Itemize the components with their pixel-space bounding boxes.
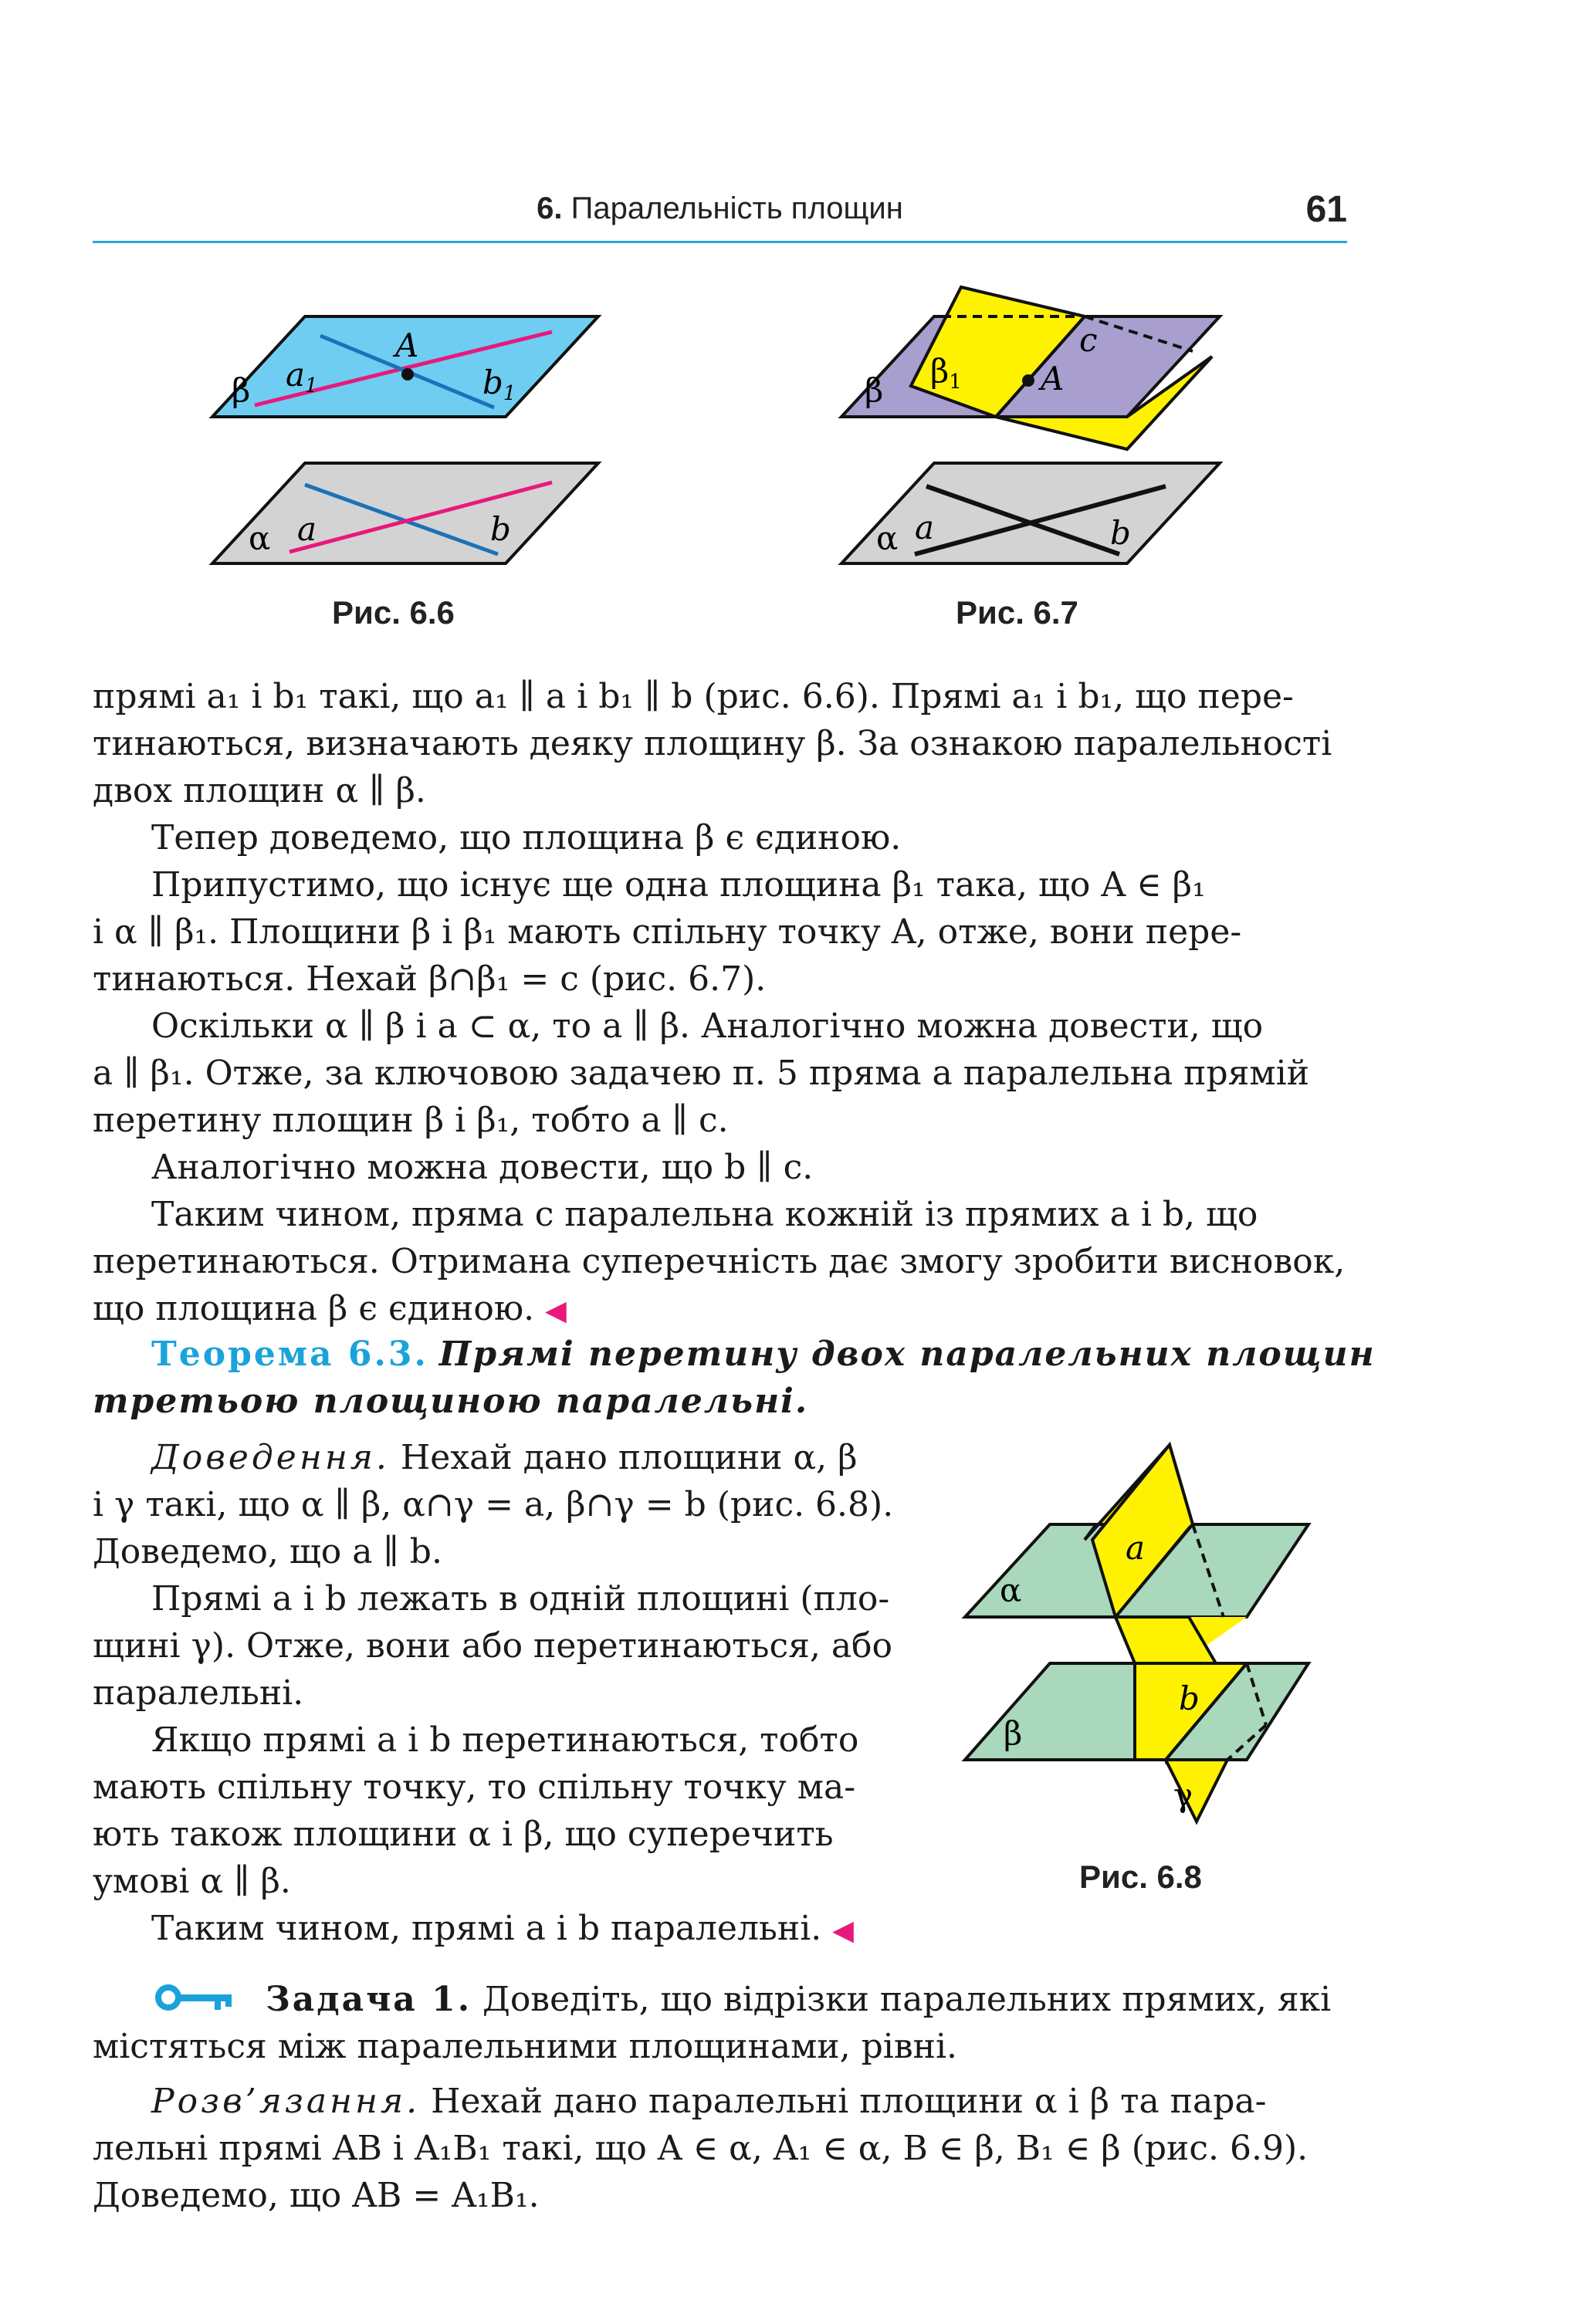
label-a: a: [297, 510, 317, 548]
paragraph-3-line-2: і α ∥ β₁. Площини β і β₁ мають спільну точку A, отже, вони пере-: [93, 912, 1242, 952]
proof-line-2: і γ такі, що α ∥ β, α∩γ = a, β∩γ = b (рис. 6.8).: [93, 1485, 894, 1524]
paragraph-6-line-3: [93, 1285, 1347, 1332]
label-a: a: [915, 509, 935, 546]
figure-6-6: [212, 316, 598, 563]
paragraph-7-line-3: паралельні.: [93, 1673, 304, 1713]
label-A: A: [1041, 360, 1065, 397]
task-1: [93, 1976, 1347, 2070]
figure-6-8-caption: Рис. 6.8: [1079, 1859, 1202, 1895]
label-b: b: [490, 510, 511, 548]
paragraph-8-line-3: ють також площини α і β, що суперечить: [93, 1815, 834, 1854]
figure-6-6-caption: Рис. 6.6: [332, 594, 455, 631]
paragraph-3-line-1: Припустимо, що існує ще одна площина β₁ така, що A ∈ β₁: [151, 865, 1206, 905]
label-b: b: [1179, 1680, 1200, 1717]
label-beta: β: [232, 371, 251, 409]
paragraph-3-line-3: тинаються. Нехай β∩β₁ = c (рис. 6.7).: [93, 959, 767, 999]
point-A: [1022, 374, 1034, 387]
theorem-line-2: третьою площиною паралельні.: [93, 1382, 809, 1421]
solution-line-2: лельні прямі AB і A₁B₁ такі, що A ∈ α, A₁ ∈ α, B ∈ β, B₁ ∈ β (рис. 6.9).: [93, 2129, 1308, 2168]
label-a: a: [1126, 1529, 1146, 1567]
label-A: A: [395, 326, 419, 364]
label-beta: β: [865, 371, 884, 409]
section-title-text: Паралельність площин: [570, 191, 903, 225]
paragraph-4-line-1: Оскільки α ∥ β і a ⊂ α, то a ∥ β. Аналогічно можна довести, що: [151, 1006, 1264, 1046]
paragraph-6-line-1: Таким чином, пряма c паралельна кожній із прямих a і b, що: [151, 1195, 1258, 1234]
label-b1: b1: [482, 364, 516, 405]
key-icon: [154, 1982, 239, 2013]
main-text-1: [93, 673, 1347, 1332]
proof-column: [93, 1434, 919, 1952]
paragraph-8-line-1: Якщо прямі a і b перетинаються, тобто: [151, 1720, 859, 1760]
paragraph-1-line-2: тинаються, визначають деяку площину β. За ознакою паралельності: [93, 724, 1332, 763]
theorem-line-1: [93, 1331, 1376, 1378]
label-gamma: γ: [1173, 1776, 1193, 1814]
label-beta1: β1: [930, 352, 962, 394]
qed-marker: ◀: [545, 1295, 567, 1327]
page-number: 61: [1305, 189, 1347, 230]
label-alpha: α: [249, 519, 271, 557]
task-line-1-text: Доведіть, що відрізки паралельних прямих, які: [482, 1980, 1332, 2019]
proof-line-3: Доведемо, що a ∥ b.: [93, 1532, 442, 1571]
paragraph-8-line-4: умові α ∥ β.: [93, 1862, 291, 1901]
theorem-6-3: [93, 1331, 1376, 1425]
paragraph-2: Тепер доведемо, що площина β є єдиною.: [151, 818, 902, 858]
task-line-2: містяться між паралельними площинами, рівні.: [93, 2027, 958, 2066]
solution-line-1-text: Нехай дано паралельні площини α і β та пара-: [431, 2082, 1267, 2121]
task-line-1: [93, 1976, 1347, 2023]
label-c: c: [1079, 321, 1098, 359]
label-a1: a1: [286, 356, 318, 397]
solution-line-3: Доведемо, що AB = A₁B₁.: [93, 2176, 540, 2215]
label-alpha: α: [876, 519, 899, 557]
section-number: 6.: [537, 191, 563, 225]
theorem-text-1: Прямі перетину двох паралельних площин: [438, 1335, 1376, 1374]
qed-marker-2: ◀: [832, 1915, 854, 1947]
proof-line-1-text: Нехай дано площини α, β: [400, 1438, 858, 1477]
paragraph-1-line-3: двох площин α ∥ β.: [93, 771, 426, 810]
task-label: Задача 1.: [266, 1980, 472, 2019]
solution-label: Розв’язання.: [151, 2082, 421, 2121]
proof-line-1: [93, 1434, 919, 1481]
paragraph-6-line-3-text: що площина β є єдиною.: [93, 1289, 535, 1328]
paragraph-4-line-3: перетину площин β і β₁, тобто a ∥ c.: [93, 1101, 729, 1140]
point-A: [401, 368, 414, 381]
paragraph-6-line-2: перетинаються. Отримана суперечність дає змогу зробити висновок,: [93, 1242, 1346, 1281]
figure-6-7-caption: Рис. 6.7: [956, 594, 1078, 631]
theorem-label: Теорема 6.3.: [151, 1335, 428, 1374]
paragraph-9: [93, 1905, 919, 1952]
plane-alpha: [841, 463, 1220, 563]
solution-line-1: [93, 2078, 1347, 2125]
paragraph-8-line-2: мають спільну точку, то спільну точку ма-: [93, 1768, 856, 1807]
solution: [93, 2078, 1347, 2219]
label-alpha: α: [1000, 1571, 1022, 1609]
paragraph-1-line-1: прямі a₁ і b₁ такі, що a₁ ∥ a і b₁ ∥ b (рис. 6.6). Прямі a₁ і b₁, що пере-: [93, 677, 1294, 716]
figure-6-8: [942, 1428, 1343, 1845]
paragraph-7-line-1: Прямі a і b лежать в одній площині (пло-: [151, 1579, 890, 1619]
paragraph-9-text: Таким чином, прямі a і b паралельні.: [151, 1909, 822, 1948]
paragraph-4-line-2: a ∥ β₁. Отже, за ключовою задачею п. 5 пряма a паралельна прямій: [93, 1054, 1310, 1093]
label-b: b: [1110, 514, 1131, 552]
figures-top: [0, 0, 1581, 664]
label-beta: β: [1004, 1714, 1023, 1752]
paragraph-7-line-2: щині γ). Отже, вони або перетинаються, або: [93, 1626, 893, 1666]
paragraph-5: Аналогічно можна довести, що b ∥ c.: [151, 1148, 814, 1187]
figure-6-7: [841, 287, 1220, 563]
proof-label: Доведення.: [151, 1438, 390, 1477]
